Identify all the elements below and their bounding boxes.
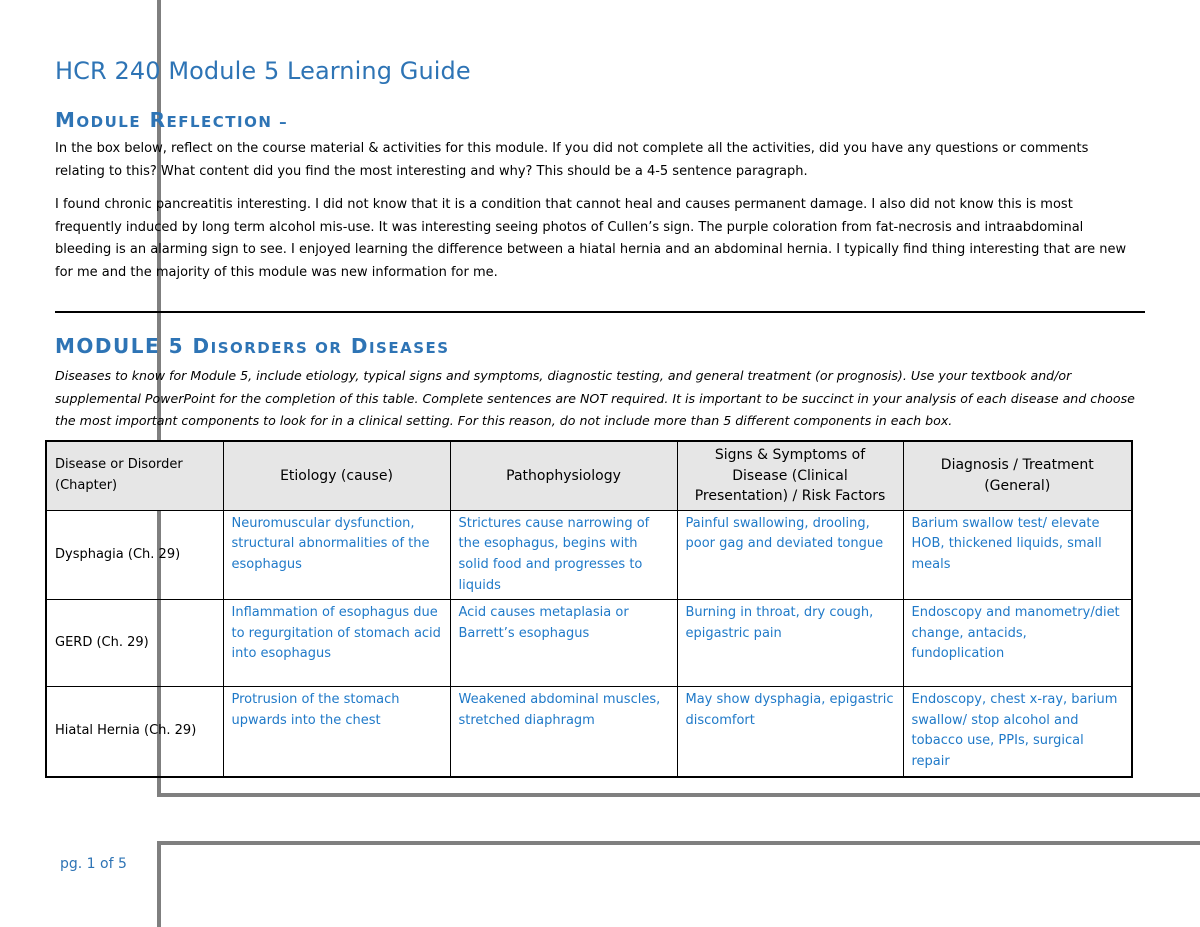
reflection-heading: MODULE REFLECTION – <box>55 108 289 132</box>
disease-name: Hiatal Hernia (Ch. 29) <box>46 687 223 777</box>
disorders-instructions: Diseases to know for Module 5, include etiology, typical signs and symptoms, diagnostic testing, and general treatment (or prognosis). Use your textbook and/or supplemental PowerPoint for the completion of this table. Complete sentences are NOT required. It is important to be succinct in your analysis of each disease and choose the most important components to look for in a clinical setting. For this reason, do not include more than 5 different components in each box. <box>55 368 1135 428</box>
disease-name: Dysphagia (Ch. 29) <box>46 510 223 599</box>
treatment-cell: Barium swallow test/ elevate HOB, thickened liquids, small meals <box>903 510 1132 599</box>
table-header-row <box>46 441 1132 510</box>
treatment-cell: Endoscopy, chest x-ray, barium swallow/ stop alcohol and tobacco use, PPIs, surgical repair <box>903 687 1132 777</box>
signs-cell: May show dysphagia, epigastric discomfort <box>677 687 903 777</box>
etiology-cell: Inflammation of esophagus due to regurgitation of stomach acid into esophagus <box>223 600 450 687</box>
header-diagnosis-treatment: Diagnosis / Treatment (General) <box>903 441 1132 510</box>
section-divider <box>55 311 1145 313</box>
pathophysiology-cell: Weakened abdominal muscles, stretched diaphragm <box>450 687 677 777</box>
document-title: HCR 240 Module 5 Learning Guide <box>55 57 471 85</box>
reflection-prompt: In the box below, reflect on the course material & activities for this module. If you did not complete all the activities, did you have any questions or comments relating to this? What content did you find the most interesting and why? This should be a 4-5 sentence paragraph. <box>55 141 1089 179</box>
page-margin-line-left-next <box>157 841 161 927</box>
page-bottom-edge <box>157 793 1200 797</box>
pathophysiology-cell: Strictures cause narrowing of the esophagus, begins with solid food and progresses to liquids <box>450 510 677 599</box>
signs-cell: Burning in throat, dry cough, epigastric pain <box>677 600 903 687</box>
header-etiology: Etiology (cause) <box>223 441 450 510</box>
table-row <box>46 510 1132 599</box>
header-disease: Disease or Disorder (Chapter) <box>46 441 223 510</box>
disease-table <box>45 440 1133 778</box>
table-row <box>46 600 1132 687</box>
header-pathophysiology: Pathophysiology <box>450 441 677 510</box>
etiology-cell: Protrusion of the stomach upwards into the chest <box>223 687 450 777</box>
disease-name: GERD (Ch. 29) <box>46 600 223 687</box>
treatment-cell: Endoscopy and manometry/diet change, antacids, fundoplication <box>903 600 1132 687</box>
pathophysiology-cell: Acid causes metaplasia or Barrett’s esophagus <box>450 600 677 687</box>
page-top-edge-next <box>157 841 1200 845</box>
page-number: pg. 1 of 5 <box>60 856 127 872</box>
table-row <box>46 687 1132 777</box>
header-signs-symptoms: Signs & Symptoms of Disease (Clinical Presentation) / Risk Factors <box>677 441 903 510</box>
disorders-heading: MODULE 5 DISORDERS OR DISEASES <box>55 334 450 358</box>
reflection-answer: I found chronic pancreatitis interesting. I did not know that it is a condition that cannot heal and causes permanent damage. I also did not know this is most frequently induced by long term alcohol mis-use. It was interesting seeing photos of Cullen’s sign. The purple coloration from fat-necrosis and intraabdominal bleeding is an alarming sign to see. I enjoyed learning the difference between a hiatal hernia and an abdominal hernia. I typically find thing interesting that are new for me and the majority of this module was new information for me. <box>55 197 1127 280</box>
etiology-cell: Neuromuscular dysfunction, structural abnormalities of the esophagus <box>223 510 450 599</box>
signs-cell: Painful swallowing, drooling, poor gag and deviated tongue <box>677 510 903 599</box>
